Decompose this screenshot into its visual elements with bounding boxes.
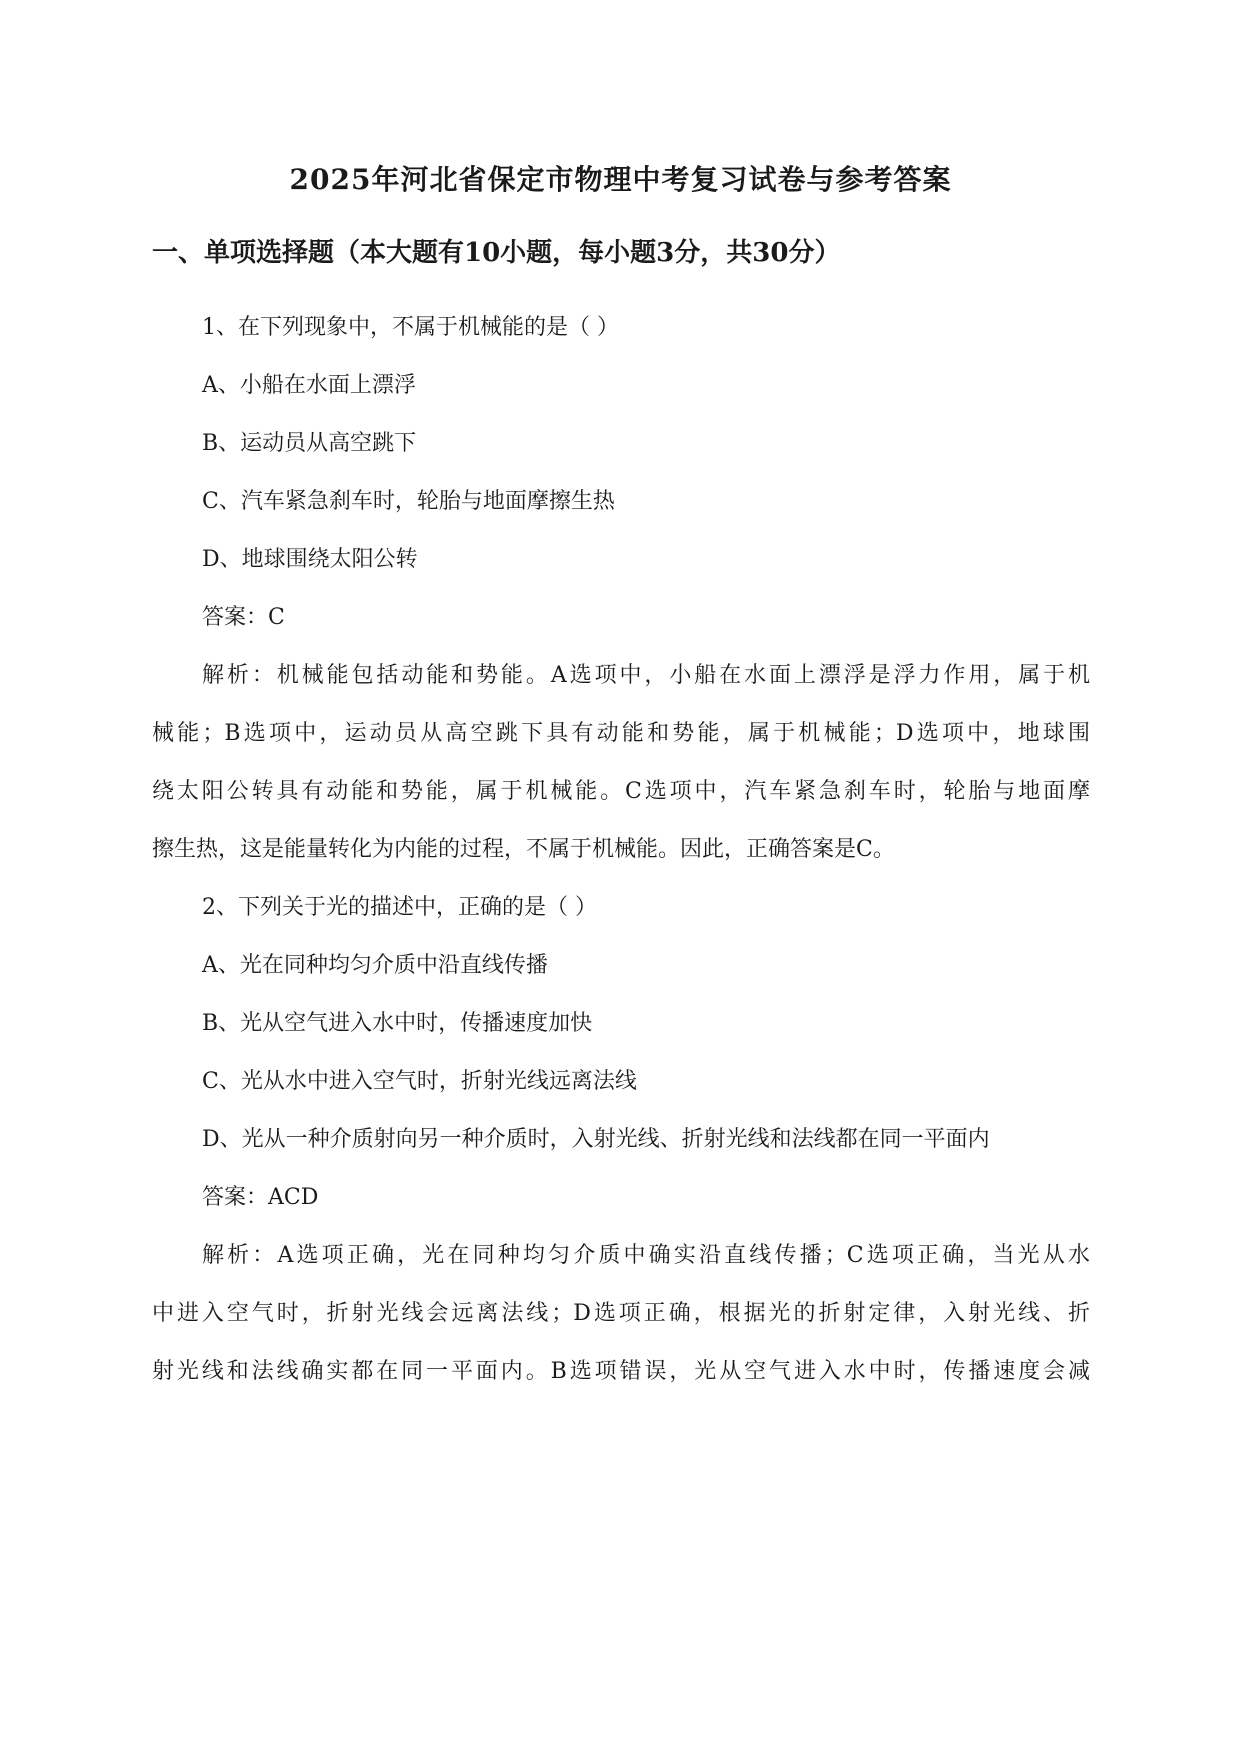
question-1-option-b: B、运动员从高空跳下 <box>202 431 417 456</box>
question-1-analysis-line: 绕太阳公转具有动能和势能，属于机械能。C选项中，汽车紧急刹车时，轮胎与地面摩 <box>152 779 1090 804</box>
question-2-analysis-line: 解析：A选项正确，光在同种均匀介质中确实沿直线传播；C选项正确，当光从水 <box>202 1243 1090 1268</box>
question-1-analysis-line: 械能；B选项中，运动员从高空跳下具有动能和势能，属于机械能；D选项中，地球围 <box>152 721 1090 746</box>
question-1-option-d: D、地球围绕太阳公转 <box>202 547 418 572</box>
question-2-option-a: A、光在同种均匀介质中沿直线传播 <box>202 953 548 978</box>
question-2-answer: 答案：ACD <box>202 1185 319 1210</box>
question-1-option-a: A、小船在水面上漂浮 <box>202 373 416 398</box>
question-2-stem: 2、下列关于光的描述中，正确的是（ ） <box>202 895 597 920</box>
section-heading: 一、单项选择题（本大题有10小题，每小题3分，共30分） <box>152 238 841 268</box>
question-1-option-c: C、汽车紧急刹车时，轮胎与地面摩擦生热 <box>202 489 615 514</box>
question-2-analysis-line: 中进入空气时，折射光线会远离法线；D选项正确，根据光的折射定律，入射光线、折 <box>152 1301 1090 1326</box>
question-1-analysis-line: 解析：机械能包括动能和势能。A选项中，小船在水面上漂浮是浮力作用，属于机 <box>202 663 1090 688</box>
question-2-option-c: C、光从水中进入空气时，折射光线远离法线 <box>202 1069 637 1094</box>
question-2-option-d: D、光从一种介质射向另一种介质时，入射光线、折射光线和法线都在同一平面内 <box>202 1127 990 1152</box>
document-title: 2025年河北省保定市物理中考复习试卷与参考答案 <box>289 163 952 196</box>
question-2-option-b: B、光从空气进入水中时，传播速度加快 <box>202 1011 593 1036</box>
question-2-analysis-line: 射光线和法线确实都在同一平面内。B选项错误，光从空气进入水中时，传播速度会减 <box>152 1359 1090 1384</box>
question-1-analysis-line: 擦生热，这是能量转化为内能的过程，不属于机械能。因此，正确答案是C。 <box>152 837 895 862</box>
question-1-stem: 1、在下列现象中，不属于机械能的是（ ） <box>202 315 619 340</box>
question-1-answer: 答案：C <box>202 605 285 630</box>
